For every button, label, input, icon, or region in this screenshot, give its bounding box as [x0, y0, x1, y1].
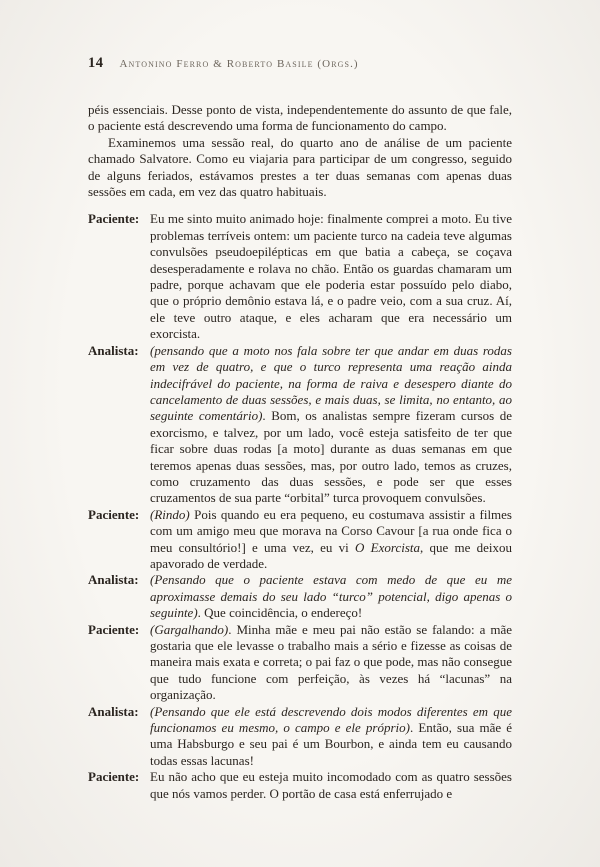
- text-run: Pois quando eu era pequeno, eu costumava assistir a filmes com um amigo meu que morava na Corso Cavour [a rua onde fica o meu consultório!] e uma vez, eu vi: [150, 506, 512, 555]
- text-run: (pensando que a moto nos fala sobre ter que andar em duas rodas em vez de quatro, e que o turco representa uma reação ainda indecifrável do paciente, na forma de raiva e desespero diante do cancelamento de duas sessões, e mais duas, se limita, no entanto, ao seguinte comentário): [150, 342, 512, 424]
- dialogue-entry: [88, 622, 512, 704]
- text-run: (Rindo): [150, 506, 190, 522]
- intro-paragraph-continuation: péis essenciais. Desse ponto de vista, independentemente do assunto de que fale, o paciente está descrevendo uma forma de funcionamento do campo.: [88, 102, 512, 134]
- text-run: , que me deixou apavorado de verdade.: [150, 539, 512, 571]
- dialogue-entry: [88, 572, 512, 621]
- page-content: [88, 55, 512, 802]
- dialogue-entry: [88, 769, 512, 802]
- dialogue-section: [88, 211, 512, 802]
- speaker-label: Analista:: [88, 572, 139, 588]
- text-run: Eu me sinto muito animado hoje: finalmente comprei a moto. Eu tive problemas terríveis ontem: um paciente turco na cadeia teve algumas convulsões pseudoepilépticas em que batia a cabeça, se coçava desesperadamente e rolava no chão. Então os guardas chamaram um padre, porque achavam que ele poderia estar possuído pelo diabo, que o próprio demônio estava lá, e o padre veio, com a sua cruz. Aí, ele teve outro ataque, e eles acharam que era necessário um exorcista.: [150, 211, 512, 342]
- text-run: O Exorcista: [355, 539, 420, 555]
- running-head: [88, 55, 512, 72]
- dialogue-entry: [88, 507, 512, 573]
- speaker-label: Paciente:: [88, 211, 140, 227]
- text-run: Eu não acho que eu esteja muito incomodado com as quatro sessões que nós vamos perder. O portão de casa está enferrujado e: [150, 769, 512, 801]
- speaker-label: Analista:: [88, 342, 139, 358]
- dialogue-entry: [88, 211, 512, 342]
- page-number: 14: [88, 55, 104, 71]
- text-run: . Minha mãe e meu pai não estão se falando: a mãe gostaria que ele levasse o trabalho mais a sério e fizesse as coisas de maneira mais exata e correta; o pai faz o que pode, mas não consegue que tudo funcione com perfeição, às vezes há “lacunas” na organização.: [150, 621, 512, 703]
- text-run: (Gargalhando): [150, 621, 229, 637]
- text-run: . Bom, os analistas sempre fizeram cursos de exorcismo, e talvez, por um lado, você esteja satisfeito de ter que ficar sobre duas rodas [a moto] durante as duas semanas em que teremos apenas duas sessões, mas, por outro lado, temos as cruzes, como cruzamento das duas sessões, e pode ser que esses cruzamentos de sua parte “orbital” turca provoquem convulsões.: [150, 408, 512, 506]
- text-run: . Então, sua mãe é uma Habsburgo e seu pai é um Bourbon, e ainda tem eu causando todas essas lacunas!: [150, 720, 512, 768]
- dialogue-entry: [88, 704, 512, 770]
- text-run: (Pensando que o paciente estava com medo de que eu me aproximasse demais do seu lado “turco” potencial, digo apenas o seguinte): [150, 572, 512, 621]
- text-run: . Que coincidência, o endereço!: [197, 605, 363, 621]
- body-text: [88, 102, 512, 802]
- running-head-authors: Antonino Ferro & Roberto Basile (Orgs.): [119, 58, 359, 70]
- speaker-label: Paciente:: [88, 769, 140, 785]
- dialogue-entry: [88, 343, 512, 507]
- speaker-label: Analista:: [88, 703, 139, 719]
- intro-paragraph: Examinemos uma sessão real, do quarto ano de análise de um paciente chamado Salvatore. Como eu viajaria para participar de um congresso, seguido de alguns feriados, estávamos prestes a ter duas semanas com apenas duas sessões em cada, em vez das quatro habituais.: [88, 134, 512, 200]
- text-run: (Pensando que ele está descrevendo dois modos diferentes em que funcionamos eu mesmo, o campo e ele próprio): [150, 703, 512, 736]
- speaker-label: Paciente:: [88, 621, 140, 637]
- speaker-label: Paciente:: [88, 506, 140, 522]
- intro-section: [88, 102, 512, 200]
